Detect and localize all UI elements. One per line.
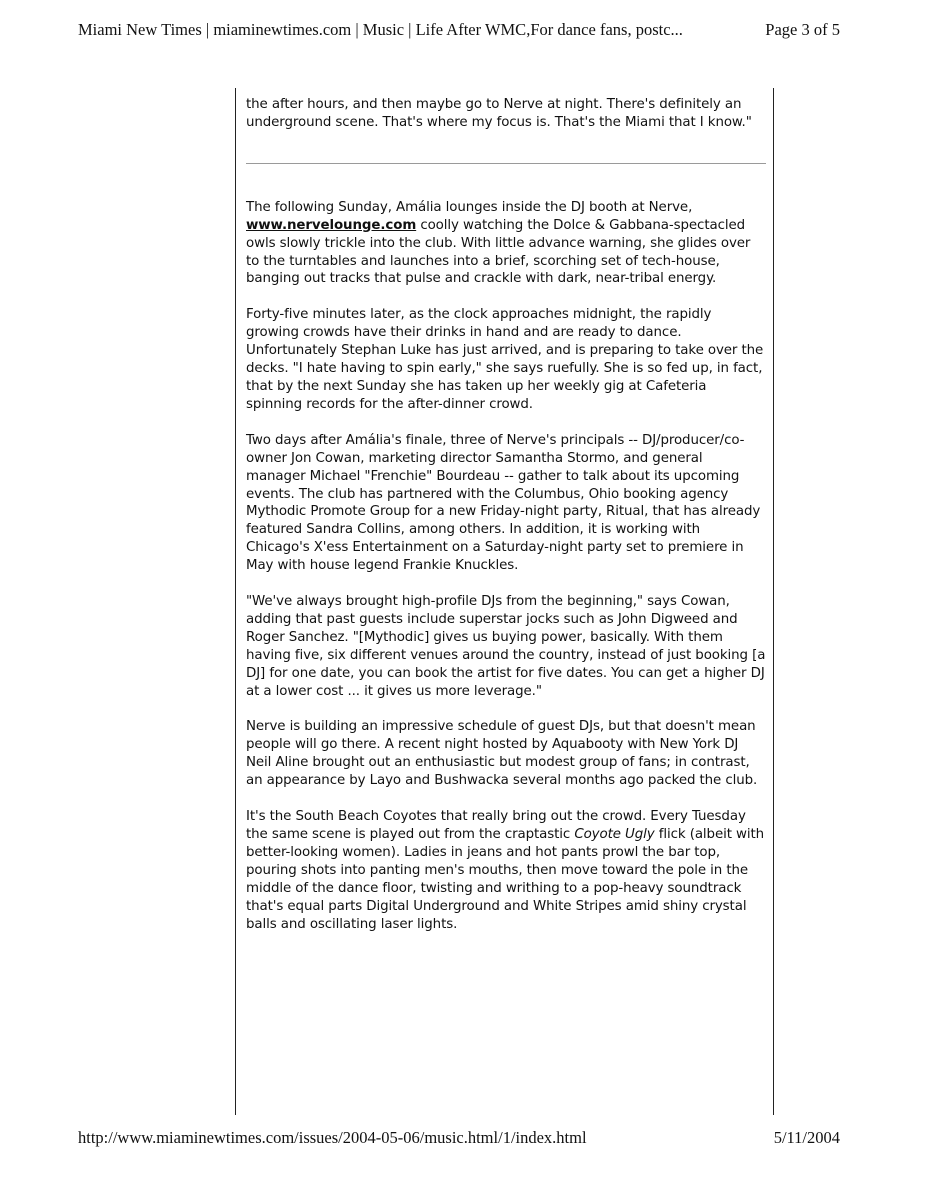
paragraph-text: flick (albeit with better-looking women). Ladies in jeans and hot pants prowl the bar top, pouring shots into panting men's mouths, then move toward the pole in the middle of the dance floor, twisting and writhing to a pop-heavy soundtrack that's equal parts Digital Underground and White Stripes amid shiny crystal balls and oscillating laser lights.	[246, 827, 765, 932]
article-paragraph: Two days after Amália's finale, three of Nerve's principals -- DJ/producer/co-owner Jon Cowan, marketing director Samantha Stormo, and general manager Michael "Frenchie" Bourdeau -- gather to talk about its upcoming events. The club has partnered with the Columbus, Ohio booking agency Mythodic Promote Group for a new Friday-night party, Ritual, that has already featured Sandra Collins, among others. In addition, it is working with Chicago's X'ess Entertainment on a Saturday-night party set to premiere in May with house legend Frankie Knuckles.	[246, 432, 761, 574]
footer-url: http://www.miaminewtimes.com/issues/2004-05-06/music.html/1/index.html	[78, 1128, 587, 1147]
article-paragraph: Nerve is building an impressive schedule of guest DJs, but that doesn't mean people will go there. A recent night hosted by Aquabooty with New York DJ Neil Aline brought out an enthusiastic but modest group of fans; in contrast, an appearance by Layo and Bushwacka several months ago packed the club.	[246, 719, 758, 789]
article-paragraph	[246, 808, 766, 933]
section-divider	[246, 163, 766, 164]
footer-date: 5/11/2004	[773, 1128, 840, 1147]
article-paragraph: "We've always brought high-profile DJs from the beginning," says Cowan, adding that past guests include superstar jocks such as John Digweed and Roger Sanchez. "[Mythodic] gives us buying power, basically. With them having five, six different venues around the country, instead of just booking [a DJ] for one date, you can book the artist for five dates. You can get a higher DJ at a lower cost ... it gives us more leverage."	[246, 594, 766, 699]
article-paragraph: Forty-five minutes later, as the clock approaches midnight, the rapidly growing crowds have their drinks in hand and are ready to dance. Unfortunately Stephan Luke has just arrived, and is preparing to take over the decks. "I hate having to spin early," she says ruefully. She is so fed up, in fact, that by the next Sunday she has taken up her weekly gig at Cafeteria spinning records for the after-dinner crowd.	[246, 307, 764, 412]
column-border-right	[773, 88, 774, 1115]
nervelounge-link[interactable]: www.nervelounge.com	[246, 217, 417, 233]
article-paragraph: the after hours, and then maybe go to Nerve at night. There's definitely an underground scene. That's where my focus is. That's the Miami that I know."	[246, 97, 752, 130]
header-title: Miami New Times | miaminewtimes.com | Music | Life After WMC,For dance fans, postc...	[78, 20, 683, 39]
paragraph-text: It's the South Beach Coyotes that really bring out the crowd. Every Tuesday the same scene is played out from the craptastic	[246, 809, 746, 842]
film-title: Coyote Ugly	[574, 827, 655, 842]
header-page-number: Page 3 of 5	[765, 20, 840, 39]
paragraph-text: coolly watching the Dolce & Gabbana-spectacled owls slowly trickle into the club. With little advance warning, she glides over to the turntables and launches into a brief, scorching set of tech-house, banging out tracks that pulse and crackle with dark, near-tribal energy.	[246, 217, 751, 287]
article-paragraph	[246, 199, 766, 289]
paragraph-text: The following Sunday, Amália lounges inside the DJ booth at Nerve,	[246, 199, 693, 215]
column-border-left	[235, 88, 236, 1115]
article-body	[246, 96, 766, 933]
